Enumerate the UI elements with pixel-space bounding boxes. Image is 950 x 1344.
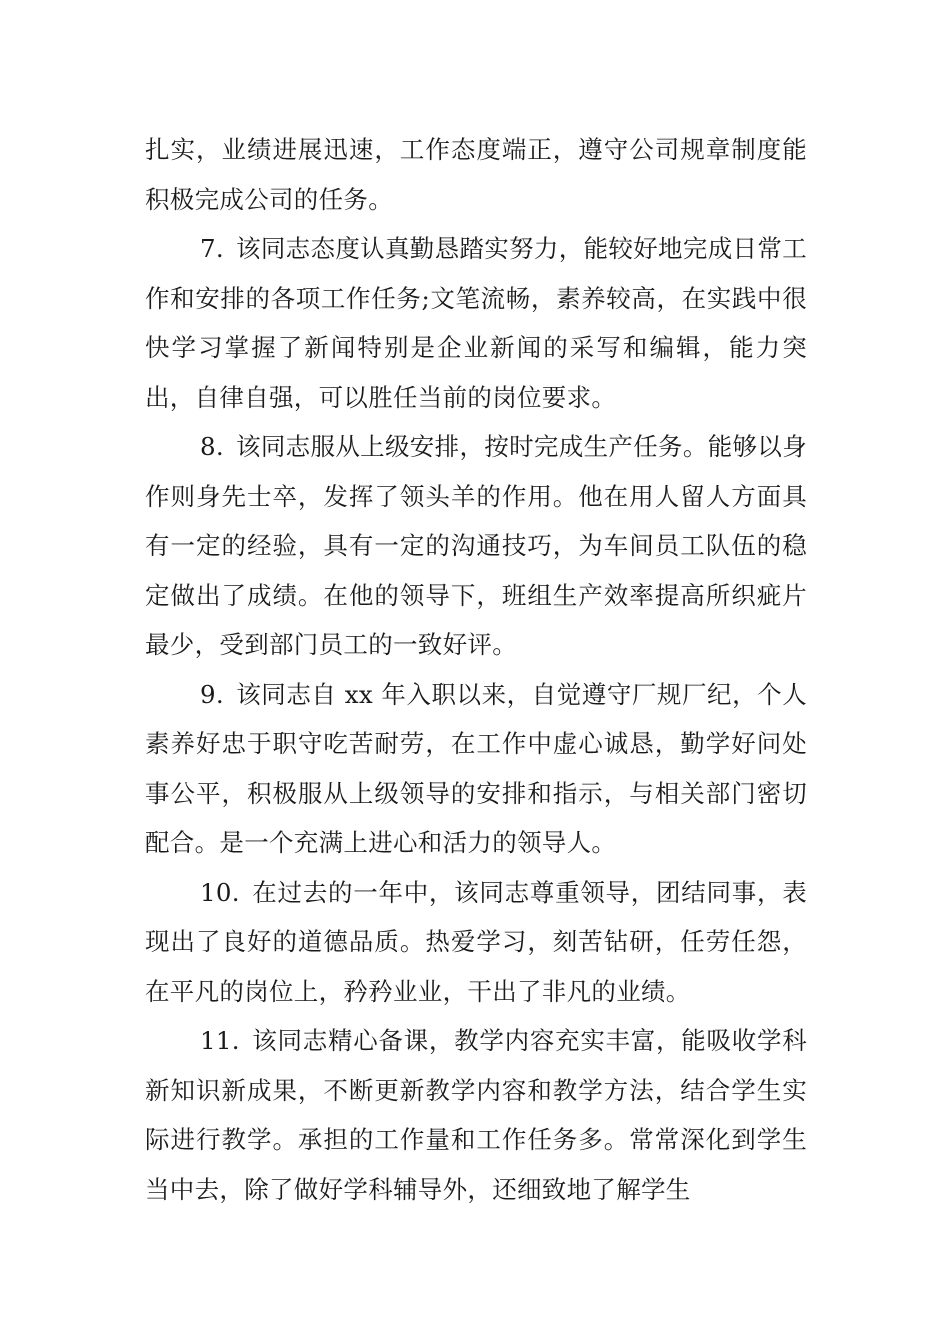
paragraph-text: 扎实，业绩进展迅速，工作态度端正，遵守公司规章制度能积极完成公司的任务。 <box>145 135 807 214</box>
paragraph-text: 该同志自 xx 年入职以来，自觉遵守厂规厂纪，个人素养好忠于职守吃苦耐劳，在工作中虚心诚恳，勤学好问处事公平，积极服从上级领导的安排和指示，与相关部门密切配合。是一个充满上进心和活力的领导人。 <box>145 679 807 857</box>
paragraph-7 <box>145 224 807 422</box>
paragraph-9 <box>145 670 807 868</box>
paragraph-text: 在过去的一年中，该同志尊重领导，团结同事，表现出了良好的道德品质。热爱学习，刻苦钻研，任劳任怨，在平凡的岗位上，矜矜业业，干出了非凡的业绩。 <box>145 877 807 1006</box>
paragraph-number: 7. <box>200 234 224 263</box>
paragraph-number: 8. <box>200 432 224 461</box>
paragraph-10 <box>145 868 807 1017</box>
paragraph-11 <box>145 1016 807 1214</box>
paragraph-text: 该同志服从上级安排，按时完成生产任务。能够以身作则身先士卒，发挥了领头羊的作用。他在用人留人方面具有一定的经验，具有一定的沟通技巧，为车间员工队伍的稳定做出了成绩。在他的领导下，班组生产效率提高所织疵片最少，受到部门员工的一致好评。 <box>145 432 807 659</box>
paragraph-8 <box>145 422 807 670</box>
paragraph-text: 该同志精心备课，教学内容充实丰富，能吸收学科新知识新成果，不断更新教学内容和教学方法，结合学生实际进行教学。承担的工作量和工作任务多。常常深化到学生当中去，除了做好学科辅导外，还细致地了解学生 <box>145 1026 807 1204</box>
paragraph-text: 该同志态度认真勤恳踏实努力，能较好地完成日常工作和安排的各项工作任务;文笔流畅，素养较高，在实践中很快学习掌握了新闻特别是企业新闻的采写和编辑，能力突出，自律自强，可以胜任当前的岗位要求。 <box>145 234 807 412</box>
paragraph-number: 10. <box>200 877 240 907</box>
paragraph-number: 9. <box>200 679 224 709</box>
paragraph-continued <box>145 125 807 224</box>
document-body <box>145 125 807 1214</box>
paragraph-number: 11. <box>200 1026 240 1055</box>
